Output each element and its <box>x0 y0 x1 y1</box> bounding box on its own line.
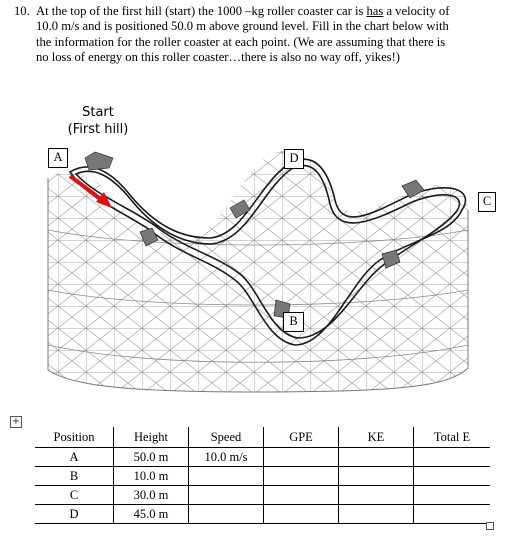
cell-total-e[interactable] <box>414 448 491 467</box>
question-line-1-a: At the top of the first hill (start) the 1000 –kg roller coaster car is <box>36 4 367 18</box>
header-ke: KE <box>339 427 414 448</box>
support-structure <box>30 130 480 395</box>
header-speed: Speed <box>189 427 264 448</box>
question-line-1-b: a velocity of <box>383 4 450 18</box>
cell-gpe[interactable] <box>264 486 339 505</box>
cell-position: C <box>35 486 114 505</box>
cell-speed[interactable] <box>189 467 264 486</box>
move-handle-icon[interactable]: + <box>11 416 21 427</box>
cell-speed: 10.0 m/s <box>189 448 264 467</box>
question-line-3: the information for the roller coaster at each point. (We are assuming that there is <box>36 34 446 49</box>
point-b-label: B <box>283 312 304 332</box>
cell-total-e[interactable] <box>414 505 491 524</box>
cell-height: 30.0 m <box>114 486 189 505</box>
start-label-line-1: Start <box>82 105 114 120</box>
question-line-4: no loss of energy on this roller coaster…there is also no way off, yikes!) <box>36 50 400 65</box>
header-position: Position <box>35 427 114 448</box>
start-label-line-2: (First hill) <box>67 122 129 137</box>
table-row <box>35 505 490 524</box>
question-line-1-underlined: has <box>366 4 384 18</box>
energy-table <box>35 427 490 524</box>
cell-ke[interactable] <box>339 467 414 486</box>
cell-ke[interactable] <box>339 505 414 524</box>
cell-speed[interactable] <box>189 505 264 524</box>
question-line-1 <box>36 4 502 19</box>
point-c-label: C <box>478 192 496 212</box>
question-text <box>14 4 502 66</box>
cell-gpe[interactable] <box>264 505 339 524</box>
question-body <box>36 4 502 66</box>
cell-height: 45.0 m <box>114 505 189 524</box>
table-row <box>35 467 490 486</box>
header-gpe: GPE <box>264 427 339 448</box>
cell-ke[interactable] <box>339 448 414 467</box>
cell-ke[interactable] <box>339 486 414 505</box>
cell-total-e[interactable] <box>414 467 491 486</box>
cell-total-e[interactable] <box>414 486 491 505</box>
cell-height: 50.0 m <box>114 448 189 467</box>
cell-gpe[interactable] <box>264 448 339 467</box>
roller-coaster-illustration <box>30 130 480 395</box>
point-a-label: A <box>48 148 68 168</box>
resize-handle-icon[interactable] <box>486 522 494 530</box>
header-total-e: Total E <box>414 427 491 448</box>
question-number: 10. <box>14 4 30 18</box>
cell-position: A <box>35 448 114 467</box>
table-row <box>35 448 490 467</box>
cell-gpe[interactable] <box>264 467 339 486</box>
point-d-label: D <box>284 149 304 169</box>
table-header-row <box>35 427 490 448</box>
question-line-2: 10.0 m/s and is positioned 50.0 m above ground level. Fill in the chart below with <box>36 19 449 34</box>
header-height: Height <box>114 427 189 448</box>
cell-speed[interactable] <box>189 486 264 505</box>
cell-position: D <box>35 505 114 524</box>
cell-height: 10.0 m <box>114 467 189 486</box>
table-row <box>35 486 490 505</box>
cell-position: B <box>35 467 114 486</box>
